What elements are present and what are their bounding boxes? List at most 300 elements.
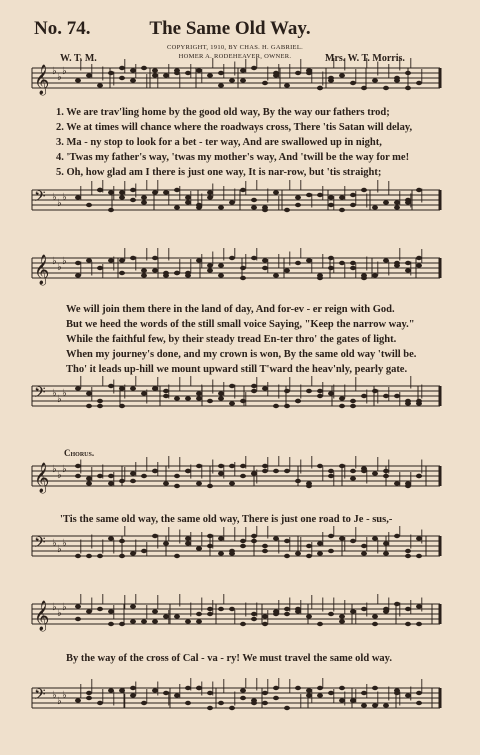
note-head [141, 273, 147, 277]
note-head [196, 619, 202, 623]
note-head [218, 607, 224, 611]
note-head [350, 399, 356, 403]
bass-staff [0, 526, 480, 570]
note-head [328, 469, 334, 473]
note-head [108, 258, 114, 262]
note-head [196, 546, 202, 550]
note-head [284, 706, 290, 710]
note-head [416, 474, 422, 478]
treble-clef-icon: 𝄞 [34, 463, 50, 493]
note-head [273, 686, 279, 690]
note-head [75, 698, 81, 702]
note-head [394, 76, 400, 80]
note-head [251, 384, 257, 388]
chorus-line-2: By the way of the cross of Cal - va - ry! We must travel the same old way. [66, 653, 392, 664]
note-head [185, 686, 191, 690]
flat-sign-icon: ♭ [62, 690, 67, 701]
note-head [383, 200, 389, 204]
note-head [262, 464, 268, 468]
note-head [295, 607, 301, 611]
note-head [119, 195, 125, 199]
note-head [306, 544, 312, 548]
note-head [383, 469, 389, 473]
note-head [262, 266, 268, 270]
note-head [295, 399, 301, 403]
note-head [284, 469, 290, 473]
flat-sign-icon: ♭ [52, 66, 57, 77]
note-head [273, 273, 279, 277]
note-head [372, 273, 378, 277]
note-head [394, 205, 400, 209]
note-head [163, 691, 169, 695]
note-head [251, 701, 257, 705]
note-head [416, 263, 422, 267]
note-head [361, 703, 367, 707]
note-head [97, 266, 103, 270]
note-head [185, 619, 191, 623]
note-head [152, 268, 158, 272]
note-head [394, 602, 400, 606]
note-head [207, 691, 213, 695]
note-head [130, 686, 136, 690]
note-head [339, 195, 345, 199]
bass-staff [0, 376, 480, 420]
note-head [262, 81, 268, 85]
flat-sign-icon: ♭ [57, 696, 62, 707]
note-head [141, 701, 147, 705]
note-head [119, 190, 125, 194]
note-head [383, 551, 389, 555]
note-head [372, 536, 378, 540]
note-head [207, 706, 213, 710]
note-head [405, 693, 411, 697]
note-head [218, 701, 224, 705]
note-head [119, 479, 125, 483]
flat-sign-icon: ♭ [52, 690, 57, 701]
note-head [251, 534, 257, 538]
note-head [273, 609, 279, 613]
note-head [174, 205, 180, 209]
note-head [350, 698, 356, 702]
note-head [174, 554, 180, 558]
note-head [86, 609, 92, 613]
note-head [317, 541, 323, 545]
verse-2-line-a: 2. We at times will chance where the roadways cross, There 'tis Satan will delay, [56, 122, 413, 133]
note-head [108, 481, 114, 485]
note-head [97, 474, 103, 478]
note-head [240, 688, 246, 692]
note-head [361, 276, 367, 280]
note-head [416, 701, 422, 705]
note-head [196, 464, 202, 468]
note-head [152, 609, 158, 613]
note-head [405, 401, 411, 405]
note-head [75, 604, 81, 608]
note-head [306, 193, 312, 197]
note-head [240, 188, 246, 192]
note-head [97, 399, 103, 403]
note-head [207, 612, 213, 616]
note-head [108, 208, 114, 212]
note-head [229, 706, 235, 710]
note-head [86, 696, 92, 700]
note-head [416, 536, 422, 540]
note-head [75, 195, 81, 199]
treble-staff [0, 58, 480, 102]
note-head [196, 205, 202, 209]
treble-staff [0, 594, 480, 638]
note-head [185, 271, 191, 275]
note-head [251, 389, 257, 393]
note-head [141, 391, 147, 395]
flat-sign-icon: ♭ [62, 464, 67, 475]
note-head [152, 68, 158, 72]
note-head [240, 474, 246, 478]
flat-sign-icon: ♭ [62, 602, 67, 613]
note-head [130, 551, 136, 555]
flat-sign-icon: ♭ [52, 256, 57, 267]
note-head [108, 622, 114, 626]
note-head [350, 193, 356, 197]
note-head [185, 71, 191, 75]
chorus-label: Chorus. [64, 448, 95, 458]
note-head [119, 258, 125, 262]
note-head [240, 622, 246, 626]
flat-sign-icon: ♭ [57, 198, 62, 209]
note-head [383, 703, 389, 707]
treble-staff [0, 248, 480, 292]
note-head [218, 464, 224, 468]
note-head [119, 622, 125, 626]
note-head [174, 396, 180, 400]
note-head [240, 544, 246, 548]
note-head [383, 609, 389, 613]
note-head [119, 539, 125, 543]
note-head [361, 86, 367, 90]
note-head [383, 541, 389, 545]
note-head [152, 190, 158, 194]
note-head [163, 73, 169, 77]
note-head [86, 203, 92, 207]
note-head [361, 551, 367, 555]
note-head [339, 536, 345, 540]
note-head [108, 71, 114, 75]
note-head [372, 686, 378, 690]
note-head [196, 258, 202, 262]
note-head [229, 256, 235, 260]
note-head [273, 469, 279, 473]
note-head [240, 266, 246, 270]
note-head [328, 691, 334, 695]
note-head [317, 389, 323, 393]
note-head [405, 549, 411, 553]
note-head [339, 404, 345, 408]
note-head [130, 78, 136, 82]
composer-credit: Mrs. W. T. Morris. [325, 53, 405, 64]
verse-3-line-a: 3. Ma - ny stop to look for a bet - ter way, And are swallowed up in night, [56, 137, 382, 148]
note-head [361, 466, 367, 470]
note-head [306, 258, 312, 262]
note-head [130, 256, 136, 260]
note-head [229, 607, 235, 611]
note-head [394, 261, 400, 265]
flat-sign-icon: ♭ [57, 470, 62, 481]
bass-clef-icon: 𝄢 [34, 686, 46, 707]
note-head [350, 404, 356, 408]
note-head [218, 551, 224, 555]
note-head [328, 474, 334, 478]
flat-sign-icon: ♭ [62, 256, 67, 267]
note-head [262, 614, 268, 618]
note-head [174, 188, 180, 192]
flat-sign-icon: ♭ [52, 464, 57, 475]
note-head [262, 549, 268, 553]
note-head [240, 78, 246, 82]
note-head [328, 391, 334, 395]
flat-sign-icon: ♭ [57, 72, 62, 83]
note-head [383, 474, 389, 478]
note-head [273, 536, 279, 540]
note-head [339, 614, 345, 618]
note-head [317, 86, 323, 90]
note-head [317, 686, 323, 690]
note-head [284, 208, 290, 212]
note-head [251, 205, 257, 209]
note-head [339, 396, 345, 400]
verse-5-line-b: Tho' it leads up-hill we mount upward still T'ward the heav'nly, pearly gate. [66, 364, 408, 375]
note-head [163, 271, 169, 275]
note-head [317, 394, 323, 398]
note-head [350, 81, 356, 85]
note-head [86, 554, 92, 558]
note-head [163, 614, 169, 618]
note-head [361, 188, 367, 192]
note-head [328, 266, 334, 270]
note-head [284, 554, 290, 558]
note-head [273, 73, 279, 77]
note-head [416, 691, 422, 695]
note-head [229, 78, 235, 82]
note-head [350, 266, 356, 270]
note-head [108, 384, 114, 388]
note-head [284, 607, 290, 611]
note-head [416, 604, 422, 608]
note-head [119, 271, 125, 275]
flat-sign-icon: ♭ [62, 538, 67, 549]
note-head [405, 481, 411, 485]
note-head [350, 609, 356, 613]
note-head [416, 188, 422, 192]
note-head [130, 479, 136, 483]
note-head [262, 386, 268, 390]
note-head [306, 693, 312, 697]
note-head [306, 481, 312, 485]
note-head [163, 541, 169, 545]
note-head [284, 539, 290, 543]
note-head [86, 691, 92, 695]
note-head [405, 86, 411, 90]
note-head [152, 688, 158, 692]
verse-1-line-a: 1. We are trav'ling home by the good old way, By the way our fathers trod; [56, 107, 390, 118]
note-head [108, 190, 114, 194]
note-head [163, 481, 169, 485]
note-head [185, 469, 191, 473]
note-head [405, 607, 411, 611]
note-head [207, 399, 213, 403]
note-head [350, 469, 356, 473]
treble-staff [0, 456, 480, 500]
note-head [416, 256, 422, 260]
note-head [86, 258, 92, 262]
note-head [240, 399, 246, 403]
note-head [405, 554, 411, 558]
note-head [163, 394, 169, 398]
note-head [185, 536, 191, 540]
note-head [152, 73, 158, 77]
note-head [361, 544, 367, 548]
note-head [174, 68, 180, 72]
note-head [130, 693, 136, 697]
note-head [306, 688, 312, 692]
note-head [229, 200, 235, 204]
note-head [141, 195, 147, 199]
note-head [119, 554, 125, 558]
note-head [75, 554, 81, 558]
note-head [339, 73, 345, 77]
note-head [141, 268, 147, 272]
note-head [229, 481, 235, 485]
note-head [361, 607, 367, 611]
flat-sign-icon: ♭ [57, 394, 62, 405]
note-head [328, 256, 334, 260]
note-head [196, 68, 202, 72]
note-head [152, 534, 158, 538]
note-head [196, 612, 202, 616]
note-head [218, 263, 224, 267]
note-head [207, 544, 213, 548]
note-head [262, 701, 268, 705]
note-head [284, 389, 290, 393]
note-head [207, 607, 213, 611]
note-head [86, 404, 92, 408]
note-head [196, 396, 202, 400]
note-head [317, 551, 323, 555]
note-head [284, 404, 290, 408]
note-head [295, 261, 301, 265]
flat-sign-icon: ♭ [62, 192, 67, 203]
note-head [328, 534, 334, 538]
verse-2-line-b: But we heed the words of the still small voice Saying, "Keep the narrow way." [66, 319, 415, 330]
note-head [229, 464, 235, 468]
note-head [218, 71, 224, 75]
note-head [383, 86, 389, 90]
note-head [130, 619, 136, 623]
note-head [119, 386, 125, 390]
verse-3-line-b: While the faithful few, by their steady tread En-ter thro' the gates of light. [66, 334, 397, 345]
note-head [97, 404, 103, 408]
note-head [317, 193, 323, 197]
note-head [75, 78, 81, 82]
note-head [86, 481, 92, 485]
note-head [130, 471, 136, 475]
flat-sign-icon: ♭ [57, 544, 62, 555]
note-head [284, 612, 290, 616]
hymn-title: The Same Old Way. [149, 18, 311, 39]
note-head [130, 604, 136, 608]
note-head [174, 693, 180, 697]
note-head [251, 539, 257, 543]
note-head [108, 536, 114, 540]
note-head [75, 617, 81, 621]
hymn-number: No. 74. [34, 18, 91, 39]
note-head [328, 195, 334, 199]
note-head [207, 263, 213, 267]
bass-staff [0, 180, 480, 224]
note-head [207, 484, 213, 488]
note-head [295, 71, 301, 75]
note-head [185, 396, 191, 400]
note-head [75, 464, 81, 468]
note-head [207, 534, 213, 538]
note-head [372, 703, 378, 707]
flat-sign-icon: ♭ [52, 538, 57, 549]
note-head [163, 190, 169, 194]
note-head [284, 83, 290, 87]
note-head [372, 78, 378, 82]
note-head [383, 394, 389, 398]
note-head [240, 696, 246, 700]
note-head [350, 476, 356, 480]
note-head [251, 256, 257, 260]
note-head [372, 471, 378, 475]
note-head [339, 619, 345, 623]
note-head [306, 71, 312, 75]
note-head [295, 479, 301, 483]
note-head [416, 622, 422, 626]
note-head [361, 394, 367, 398]
treble-clef-icon: 𝄞 [34, 601, 50, 631]
bass-staff [0, 678, 480, 722]
flat-sign-icon: ♭ [52, 388, 57, 399]
note-head [416, 81, 422, 85]
note-head [196, 481, 202, 485]
note-head [317, 276, 323, 280]
note-head [273, 696, 279, 700]
note-head [262, 622, 268, 626]
note-head [152, 619, 158, 623]
note-head [251, 612, 257, 616]
note-head [240, 464, 246, 468]
note-head [339, 686, 345, 690]
note-head [218, 83, 224, 87]
note-head [196, 686, 202, 690]
note-head [86, 73, 92, 77]
note-head [405, 261, 411, 265]
note-head [207, 195, 213, 199]
note-head [405, 200, 411, 204]
note-head [394, 534, 400, 538]
flat-sign-icon: ♭ [57, 608, 62, 619]
chorus-line-1: 'Tis the same old way, the same old way, There is just one road to Je - sus,- [60, 514, 393, 525]
flat-sign-icon: ♭ [52, 192, 57, 203]
note-head [339, 208, 345, 212]
note-head [229, 401, 235, 405]
note-head [141, 549, 147, 553]
note-head [185, 200, 191, 204]
flat-sign-icon: ♭ [62, 66, 67, 77]
note-head [141, 66, 147, 70]
note-head [394, 691, 400, 695]
